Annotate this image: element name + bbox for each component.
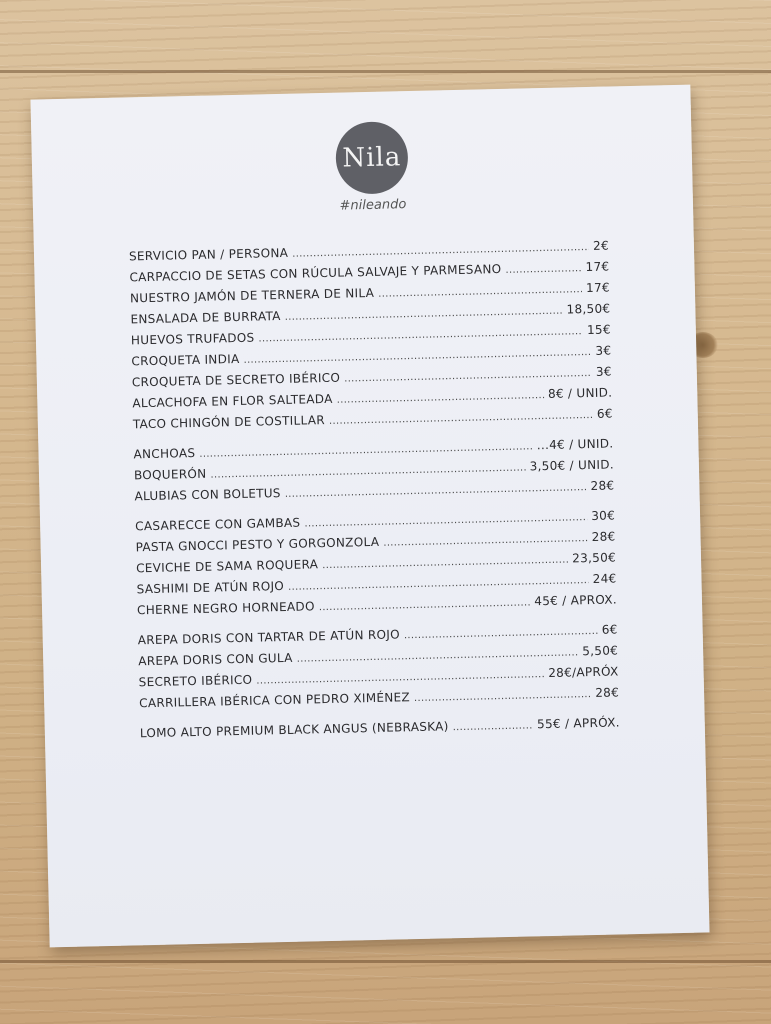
menu-item-name: ANCHOAS — [133, 445, 196, 462]
menu-item-price: 2€ — [592, 238, 610, 253]
menu-item-name: CROQUETA INDIA — [131, 351, 240, 369]
nila-logo — [335, 121, 409, 195]
dot-leader — [505, 263, 581, 276]
menu-item-price: 30€ — [591, 508, 616, 523]
menu-item-price: 28€ — [595, 685, 620, 700]
menu-item-price: 17€ — [585, 259, 610, 275]
menu-item-name: AREPA DORIS CON TARTAR DE ATÚN ROJO — [137, 627, 401, 648]
dot-leader — [404, 626, 598, 641]
dot-leader — [243, 347, 591, 366]
menu-item-price: 23,50€ — [572, 550, 617, 566]
dot-leader — [210, 462, 525, 480]
menu-item-price: 6€ — [596, 406, 613, 421]
menu-item-price: 18,50€ — [566, 301, 611, 317]
menu-item-name: SECRETO IBÉRICO — [138, 672, 253, 690]
dot-leader — [337, 390, 545, 406]
menu-item-name: CASARECCE CON GAMBAS — [135, 515, 301, 534]
menu-item-price: 55€ / APRÓX. — [536, 715, 620, 732]
menu-sheet — [30, 85, 709, 948]
hashtag: #nileando — [339, 197, 407, 214]
menu-item-name: CEVICHE DE SAMA ROQUERA — [135, 557, 319, 576]
menu-item-price: 3€ — [595, 343, 612, 358]
dot-leader — [322, 555, 568, 572]
dot-leader — [292, 242, 589, 260]
menu-item-price: 3€ — [595, 364, 612, 379]
menu-item-price: 8€ / UNID. — [547, 385, 613, 401]
menu-item-price: 28€ — [591, 529, 616, 544]
dot-leader — [258, 326, 583, 344]
menu-item-name: PASTA GNOCCI PESTO Y GORGONZOLA — [135, 534, 380, 555]
logo-text: Nila — [342, 142, 402, 174]
dot-leader — [297, 647, 579, 664]
menu-item-name: SASHIMI DE ATÚN ROJO — [136, 578, 285, 597]
plank-gap — [0, 960, 771, 963]
plank-gap — [0, 70, 771, 73]
menu-item-price: 45€ / APROX. — [534, 592, 618, 609]
menu-item-price: 28€ — [590, 478, 615, 493]
menu-item-price: 28€/APRÓX — [548, 664, 619, 680]
dot-leader — [383, 533, 588, 549]
menu-item-name: BOQUERÓN — [133, 466, 207, 483]
menu-item-price: 3,50€ / UNID. — [529, 457, 615, 474]
dot-leader — [344, 368, 592, 385]
dot-leader — [414, 689, 592, 704]
dot-leader — [256, 669, 544, 687]
menu-item-price: 15€ — [586, 322, 611, 338]
menu-item-name: TACO CHINGÓN DE COSTILLAR — [132, 412, 326, 432]
menu-item-name: CARPACCIO DE SETAS CON RÚCULA SALVAJE Y PARMESANO — [129, 261, 502, 285]
menu-item-name: CARRILLERA IBÉRICA CON PEDRO XIMÉNEZ — [139, 690, 411, 711]
menu-item-price: 17€ — [585, 280, 611, 296]
dot-leader — [329, 410, 593, 427]
menu-item-name: CROQUETA DE SECRETO IBÉRICO — [131, 370, 341, 390]
menu-item-name: SERVICIO PAN / PERSONA — [128, 245, 289, 264]
dot-leader — [304, 512, 587, 529]
menu-item-name: AREPA DORIS CON GULA — [138, 650, 293, 669]
menu-item-price: 24€ — [592, 571, 617, 586]
menu-item-name: NUESTRO JAMÓN DE TERNERA DE NILA — [129, 285, 375, 306]
dot-leader — [285, 482, 587, 500]
menu-item-price: ...4€ / UNID. — [536, 436, 614, 453]
menu-item-name: ALUBIAS CON BOLETUS — [134, 486, 281, 504]
menu-item-price: 5,50€ — [582, 643, 619, 659]
dot-leader — [453, 720, 534, 733]
menu-item-name: ENSALADA DE BURRATA — [130, 308, 281, 327]
menu-item-name: CHERNE NEGRO HORNEADO — [136, 599, 315, 618]
menu-item-price: 6€ — [601, 622, 618, 637]
menu-item-name: ALCACHOFA EN FLOR SALTEADA — [132, 391, 333, 411]
menu-list — [129, 239, 620, 748]
menu-item-name: LOMO ALTO PREMIUM BLACK ANGUS (NEBRASKA) — [139, 719, 449, 741]
menu-item-name: HUEVOS TRUFADOS — [130, 330, 255, 348]
dot-leader — [285, 306, 563, 323]
dot-leader — [199, 441, 533, 460]
dot-leader — [319, 597, 531, 613]
dot-leader — [288, 575, 589, 593]
dot-leader — [378, 284, 582, 300]
